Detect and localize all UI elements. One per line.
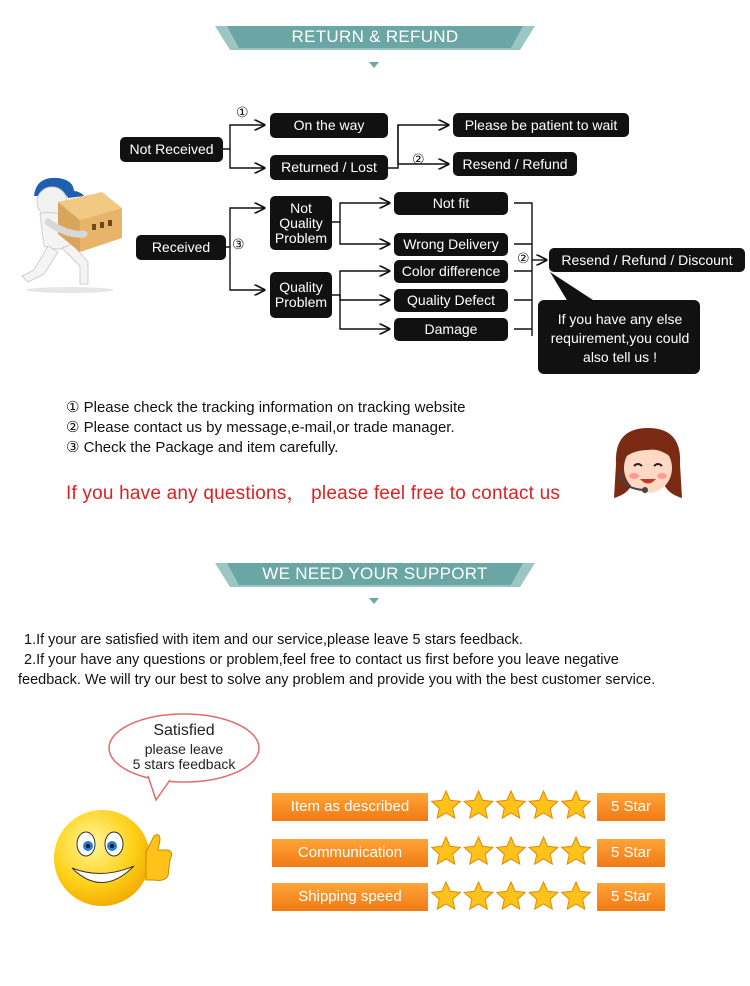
star-icon — [529, 882, 558, 909]
box-not-fit: Not fit — [394, 192, 508, 215]
box-on-the-way: On the way — [270, 113, 388, 138]
box-please-wait: Please be patient to wait — [453, 113, 629, 137]
support-banner — [215, 561, 535, 587]
rating-label-item-described: Item as described — [272, 793, 428, 821]
box-resend-refund: Resend / Refund — [453, 152, 577, 176]
star-icon — [464, 791, 493, 818]
star-icon — [562, 882, 591, 909]
box-returned-lost: Returned / Lost — [270, 155, 388, 180]
box-wrong-delivery: Wrong Delivery — [394, 233, 508, 256]
support-line-1: 1.If your are satisfied with item and our service,please leave 5 stars feedback. — [24, 632, 523, 648]
step-marker-2a: ② — [412, 151, 425, 167]
bubble-line-1: please leave — [144, 741, 224, 757]
star-icon — [432, 791, 461, 818]
rating-label-communication: Communication — [272, 839, 428, 867]
bubble-title: Satisfied — [153, 722, 215, 739]
star-icon — [562, 791, 591, 818]
support-agent-icon — [608, 424, 688, 502]
rating-value-item-described: 5 Star — [597, 793, 665, 821]
box-quality-defect: Quality Defect — [394, 289, 508, 312]
rating-stars-item-described — [428, 789, 597, 817]
smiley-thumbs-up-icon — [50, 806, 178, 910]
star-icon — [432, 882, 461, 909]
box-resend-refund-discount: Resend / Refund / Discount — [549, 248, 745, 272]
note-1: ① Please check the tracking information on tracking website — [66, 399, 466, 416]
box-color-difference: Color difference — [394, 260, 508, 283]
box-received: Received — [136, 235, 226, 260]
step-marker-3: ③ — [232, 236, 245, 252]
support-line-2: 2.If your have any questions or problem,feel free to contact us first before you leave negative — [24, 652, 619, 668]
return-refund-title: RETURN & REFUND — [291, 27, 459, 46]
box-damage: Damage — [394, 318, 508, 341]
star-icon — [432, 837, 461, 864]
star-icon — [497, 837, 526, 864]
box-else-requirement: If you have any else requirement,you could also tell us ! — [550, 310, 690, 365]
star-icon — [497, 882, 526, 909]
support-line-3: feedback. We will try our best to solve any problem and provide you with the best customer service. — [18, 672, 656, 688]
note-3: ③ Check the Package and item carefully. — [66, 439, 339, 456]
contact-line: If you have any questions， please feel free to contact us — [66, 483, 561, 504]
step-marker-2b: ② — [517, 250, 530, 266]
star-icon — [464, 882, 493, 909]
star-icon — [529, 791, 558, 818]
rating-value-communication: 5 Star — [597, 839, 665, 867]
banner-down-arrow — [369, 598, 379, 604]
box-quality-problem: Quality Problem — [270, 272, 332, 318]
step-marker-1: ① — [236, 104, 249, 120]
delivery-man-icon — [18, 172, 130, 294]
rating-value-shipping-speed: 5 Star — [597, 883, 665, 911]
star-icon — [529, 837, 558, 864]
star-icon — [464, 837, 493, 864]
star-icon — [562, 837, 591, 864]
note-2: ② Please contact us by message,e-mail,or trade manager. — [66, 419, 455, 436]
support-title: WE NEED YOUR SUPPORT — [262, 564, 488, 583]
rating-stars-communication — [428, 835, 597, 863]
bubble-line-2: 5 stars feedback — [132, 756, 236, 772]
box-not-received: Not Received — [120, 137, 223, 162]
star-icon — [497, 791, 526, 818]
rating-stars-shipping-speed — [428, 880, 597, 908]
box-not-quality-problem: Not Quality Problem — [270, 196, 332, 250]
rating-label-shipping-speed: Shipping speed — [272, 883, 428, 911]
